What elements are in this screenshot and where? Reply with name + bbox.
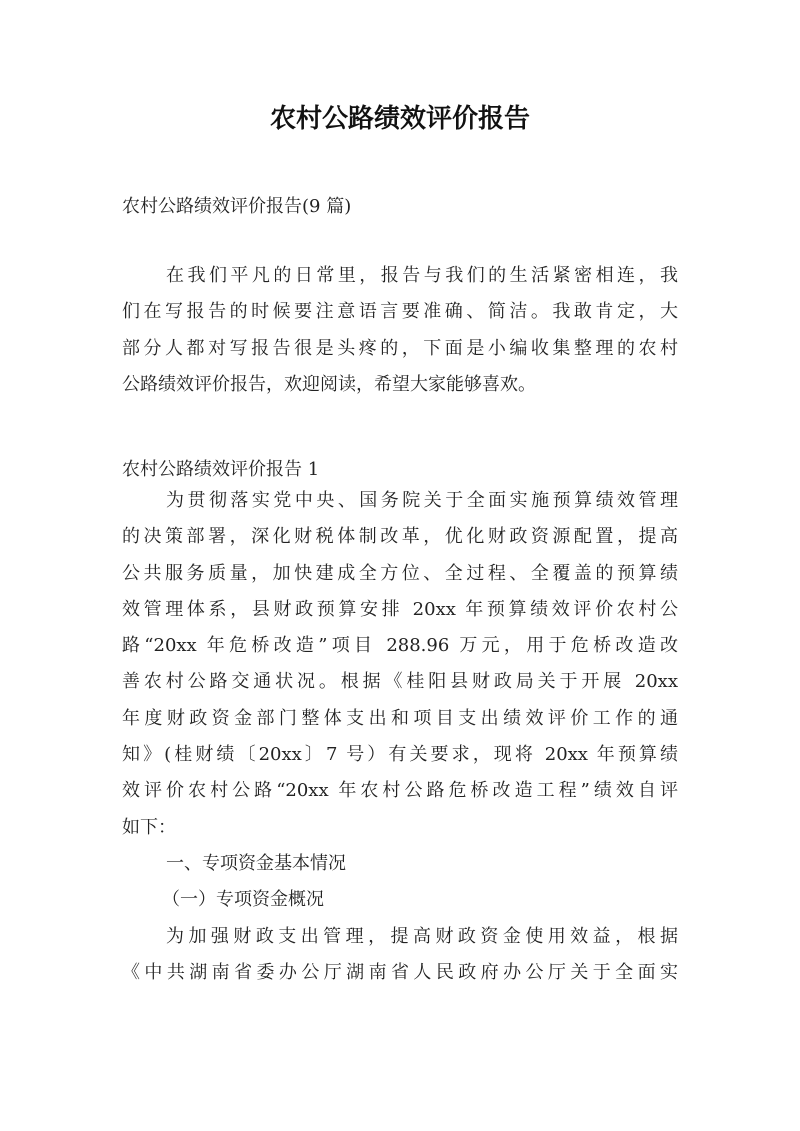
report-1-body [122,483,678,991]
body-line: 如下： [122,816,176,838]
body-line: 效评价农村公路“20xx 年农村公路危桥改造工程”绩效自评 [122,780,678,802]
body-line: 知》(桂财绩〔20xx〕7 号）有关要求，现将 20xx 年预算绩 [122,744,678,766]
document-subtitle: 农村公路绩效评价报告(9 篇) [122,196,352,217]
section-heading-report-1: 农村公路绩效评价报告 1 [122,459,320,480]
document-title: 农村公路绩效评价报告 [269,104,530,134]
body-line: 公共服务质量，加快建成全方位、全过程、全覆盖的预算绩 [122,562,678,584]
body-line: 为加强财政支出管理，提高财政资金使用效益，根据 [166,925,678,947]
intro-line: 部分人都对写报告很是头疼的，下面是小编收集整理的农村 [122,337,678,359]
intro-line: 在我们平凡的日常里，报告与我们的生活紧密相连，我 [166,265,678,286]
body-line: 年度财政资金部门整体支出和项目支出绩效评价工作的通 [122,707,678,729]
body-line: 为贯彻落实党中央、国务院关于全面实施预算绩效管理 [166,490,678,511]
body-line: 效管理体系，县财政预算安排 20xx 年预算绩效评价农村公 [122,598,678,620]
intro-line: 们在写报告的时候要注意语言要准确、简洁。我敢肯定，大 [122,301,678,323]
body-line: 善农村公路交通状况。根据《桂阳县财政局关于开展 20xx [122,671,678,693]
body-line: 路“20xx 年危桥改造”项目 288.96 万元，用于危桥改造改 [122,635,678,657]
body-line: 《中共湖南省委办公厅湖南省人民政府办公厅关于全面实 [122,961,678,983]
heading-level-1: 一、专项资金基本情况 [166,852,346,874]
intro-paragraph [122,258,678,403]
body-line: 的决策部署，深化财税体制改革，优化财政资源配置，提高 [122,526,678,548]
intro-line: 公路绩效评价报告，欢迎阅读，希望大家能够喜欢。 [122,373,536,395]
heading-level-2: （一）专项资金概况 [162,889,324,911]
